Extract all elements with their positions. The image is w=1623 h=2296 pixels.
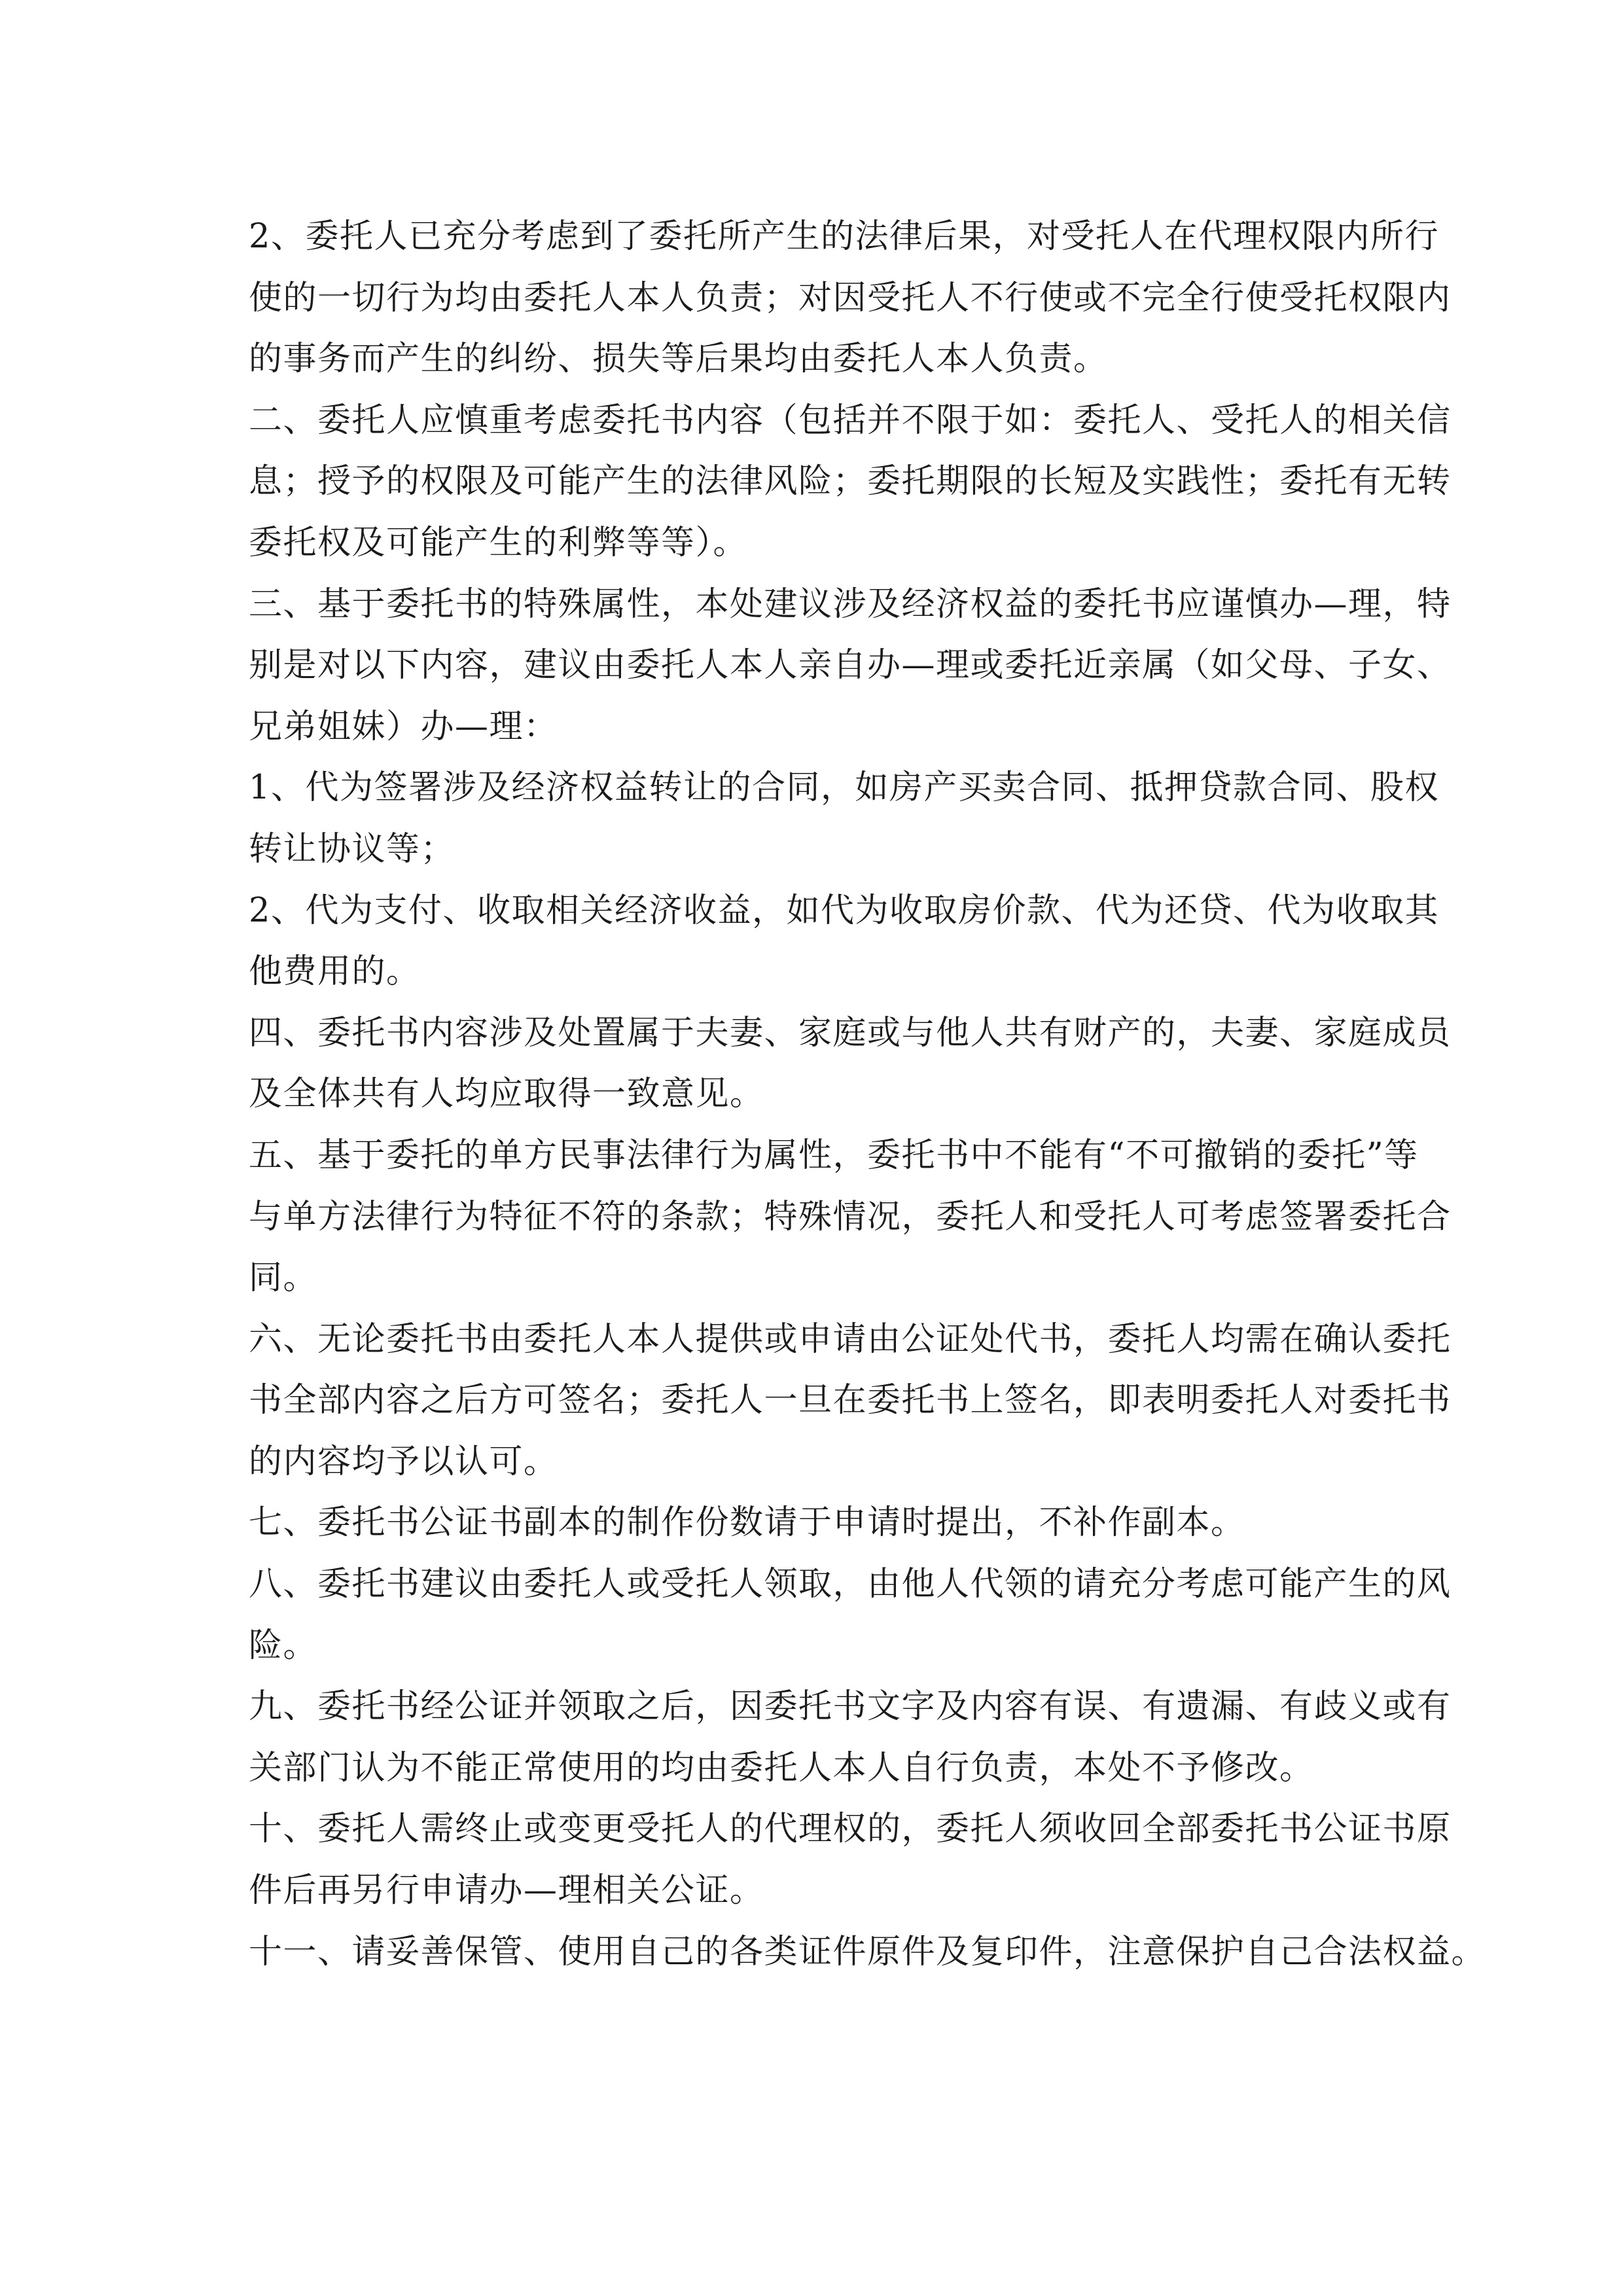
text-line: 七、委托书公证书副本的制作份数请于申请时提出，不补作副本。: [249, 1503, 1245, 1543]
text-line: 的事务而产生的纠纷、损失等后果均由委托人本人负责。: [249, 340, 1108, 379]
text-line: 同。: [249, 1259, 318, 1298]
text-line: 1、代为签署涉及经济权益转让的合同，如房产买卖合同、抵押贷款合同、股权: [249, 768, 1439, 808]
text-line: 八、委托书建议由委托人或受托人领取，由他人代领的请充分考虑可能产生的风: [249, 1565, 1452, 1604]
paragraph: [249, 880, 1439, 1003]
text-line: 六、无论委托书由委托人本人提供或申请由公证处代书，委托人均需在确认委托: [249, 1319, 1452, 1359]
text-line: 与单方法律行为特征不符的条款；特殊情况，委托人和受托人可考虑签署委托合: [249, 1197, 1452, 1236]
paragraph: [249, 1003, 1452, 1125]
paragraph: [249, 1125, 1452, 1309]
text-line: 兄弟姐妹）办—理：: [249, 707, 558, 746]
text-line: 2、委托人已充分考虑到了委托所产生的法律后果，对受托人在代理权限内所行: [249, 217, 1439, 256]
text-line: 关部门认为不能正常使用的均由委托人本人自行负责，本处不予修改。: [249, 1748, 1314, 1787]
text-line: 三、基于委托书的特殊属性，本处建议涉及经济权益的委托书应谨慎办—理，特: [249, 584, 1452, 624]
paragraph: [249, 1799, 1452, 1921]
text-line: 十、委托人需终止或变更受托人的代理权的，委托人须收回全部委托书公证书原: [249, 1810, 1452, 1849]
text-line: 九、委托书经公证并领取之后，因委托书文字及内容有误、有遗漏、有歧义或有: [249, 1687, 1452, 1727]
paragraph: [249, 1554, 1452, 1676]
text-line: 转让协议等；: [249, 829, 455, 869]
text-line: 件后再另行申请办—理相关公证。: [249, 1871, 764, 1910]
paragraph: [249, 1309, 1452, 1493]
paragraph: [249, 1922, 1486, 1983]
document-body: [249, 206, 1486, 1982]
text-line: 二、委托人应慎重考虑委托书内容（包括并不限于如：委托人、受托人的相关信: [249, 401, 1452, 440]
paragraph: [249, 1492, 1394, 1554]
text-line: 四、委托书内容涉及处置属于夫妻、家庭或与他人共有财产的，夫妻、家庭成员: [249, 1013, 1452, 1052]
paragraph: [249, 757, 1439, 880]
paragraph: [249, 206, 1452, 390]
text-line: 的内容均予以认可。: [249, 1442, 558, 1481]
text-line: 他费用的。: [249, 952, 421, 992]
text-line: 十一、请妥善保管、使用自己的各类证件原件及复印件，注意保护自己合法权益。: [249, 1932, 1486, 1971]
text-line: 及全体共有人均应取得一致意见。: [249, 1075, 764, 1114]
text-line: 五、基于委托的单方民事法律行为属性，委托书中不能有“不可撤销的委托”等: [249, 1136, 1419, 1175]
paragraph: [249, 1676, 1452, 1799]
text-line: 险。: [249, 1626, 318, 1665]
text-line: 书全部内容之后方可签名；委托人一旦在委托书上签名，即表明委托人对委托书: [249, 1381, 1452, 1420]
text-line: 别是对以下内容，建议由委托人本人亲自办—理或委托近亲属（如父母、子女、: [249, 646, 1452, 685]
text-line: 使的一切行为均由委托人本人负责；对因受托人不行使或不完全行使受托权限内: [249, 278, 1452, 317]
text-line: 委托权及可能产生的利弊等等）。: [249, 523, 748, 562]
text-line: 2、代为支付、收取相关经济收益，如代为收取房价款、代为还贷、代为收取其: [249, 891, 1439, 930]
text-line: 息；授予的权限及可能产生的法律风险；委托期限的长短及实践性；委托有无转: [249, 462, 1452, 501]
paragraph: [249, 390, 1452, 574]
paragraph: [249, 574, 1452, 758]
